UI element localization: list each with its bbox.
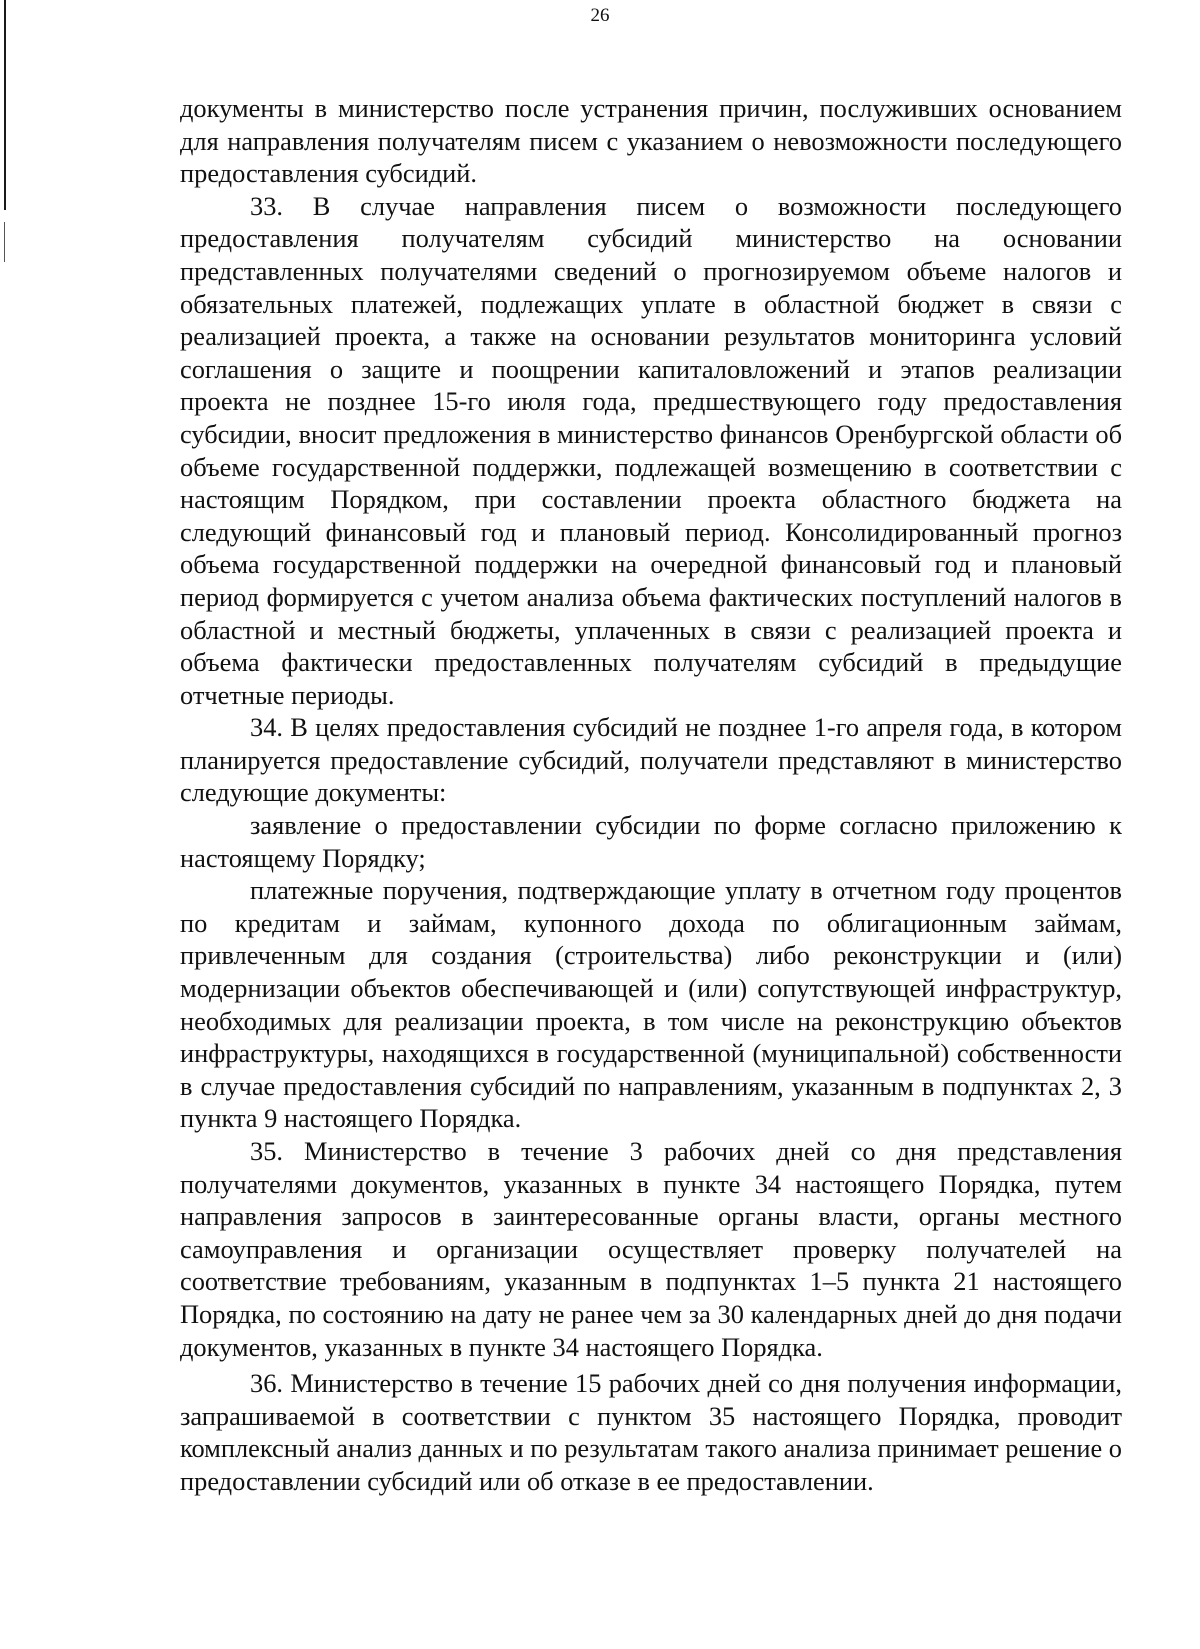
- paragraph-34: 34. В целях предоставления субсидий не позднее 1-го апреля года, в котором планируется предоставление субсидий, получатели представляют в министерство следующие документы:: [180, 712, 1122, 808]
- paragraph-36: 36. Министерство в течение 15 рабочих дней со дня получения информации, запрашиваемой в соответствии с пунктом 35 настоящего Порядка, проводит комплексный анализ данных и по результатам такого анализа принимает решение о предоставлении субсидий или об отказе в ее предоставлении.: [180, 1368, 1122, 1496]
- document-body: [180, 92, 1122, 1498]
- page-number: 26: [590, 5, 610, 26]
- paragraph-34-item-application: заявление о предоставлении субсидии по форме согласно приложению к настоящему Порядку;: [180, 810, 1122, 873]
- scan-edge-line: [4, 0, 6, 210]
- paragraph-33: 33. В случае направления писем о возможности последующего предоставления получателям субсидий министерство на основании представленных получателями сведений о прогнозируемом объеме налогов и обязательных платежей, подлежащих уплате в областной бюджет в связи с реализацией проекта, а также на основании результатов мониторинга условий соглашения о защите и поощрении капиталовложений и этапов реализации проекта не позднее 15-го июля года, предшествующего году предоставления субсидии, вносит предложения в министерство финансов Оренбургской области об объеме государственной поддержки, подлежащей возмещению в соответствии с настоящим Порядком, при составлении проекта областного бюджета на следующий финансовый год и плановый период. Консолидированный прогноз объема государственной поддержки на очередной финансовый год и плановый период формируется с учетом анализа объема фактических поступлений налогов в областной и местный бюджеты, уплаченных в связи с реализацией проекта и объема фактически предоставленных получателям субсидий в предыдущие отчетные периоды.: [180, 190, 1122, 710]
- paragraph-34-item-payment-orders: платежные поручения, подтверждающие уплату в отчетном году процентов по кредитам и займам, купонного дохода по облигационным займам, привлеченным для создания (строительства) либо реконструкции и (или) модернизации объектов обеспечивающей и (или) сопутствующей инфраструктур, необходимых для реализации проекта, в том числе на реконструкцию объектов инфраструктуры, находящихся в государственной (муниципальной) собственности в случае предоставления субсидий по направлениям, указанным в подпунктах 2, 3 пункта 9 настоящего Порядка.: [180, 875, 1122, 1134]
- paragraph-35: 35. Министерство в течение 3 рабочих дней со дня представления получателями документов, указанных в пункте 34 настоящего Порядка, путем направления запросов в заинтересованные органы власти, органы местного самоуправления и организации осуществляет проверку получателей на соответствие требованиям, указанным в подпунктах 1–5 пункта 21 настоящего Порядка, по состоянию на дату не ранее чем за 30 календарных дней до дня подачи документов, указанных в пункте 34 настоящего Порядка.: [180, 1136, 1122, 1362]
- paragraph-continuation: документы в министерство после устранения причин, послуживших основанием для направления получателям писем с указанием о невозможности последующего предоставления субсидий.: [180, 93, 1122, 189]
- scan-edge-mark: [4, 222, 5, 262]
